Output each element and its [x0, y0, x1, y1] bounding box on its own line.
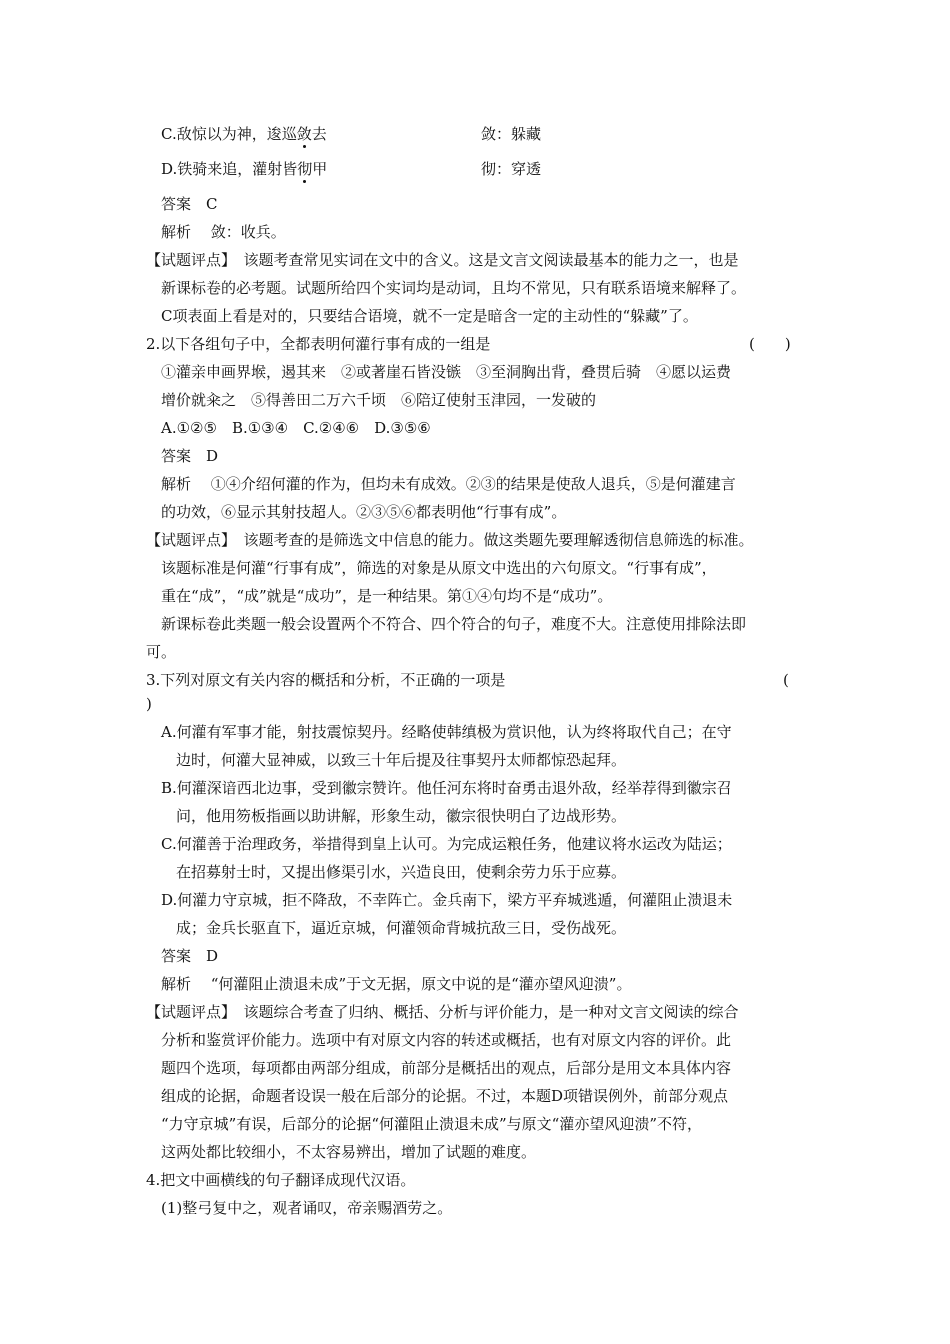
emphasis-char: 彻 [297, 160, 313, 178]
q2-comment-line: 可。 [146, 643, 177, 661]
q3-option-c: C.何灌善于治理政务，举措得到皇上认可。为完成运粮任务，他建议将水运改为陆运； [161, 835, 732, 853]
q2-answer-paren: ( ) [749, 335, 791, 353]
q3-comment-line: 题四个选项，每项都由两部分组成，前部分是概括出的观点，后部分是用文本具体内容 [161, 1059, 732, 1077]
q1-comment-line: 【试题评点】 该题考查常见实词在文中的含义。这是文言文阅读最基本的能力之一，也是 [146, 251, 739, 269]
q3-option-b-cont: 问，他用笏板指画以助讲解，形象生动，徽宗很快明白了边战形势。 [176, 807, 627, 825]
q1-option-c: C.敌惊以为神，逡巡敛去 [161, 125, 327, 143]
q4-item-1: (1)整弓复中之，观者诵叹，帝亲赐酒劳之。 [161, 1199, 453, 1217]
q3-answer: 答案 D [161, 947, 219, 965]
q2-answer: 答案 D [161, 447, 219, 465]
q1-option-d: D.铁骑来追，灌射皆彻甲 [161, 160, 328, 178]
q3-comment-line: 分析和鉴赏评价能力。选项中有对原文内容的转述或概括，也有对原文内容的评价。此 [161, 1031, 732, 1049]
q2-comment-line: 该题标准是何灌“行事有成”，筛选的对象是从原文中选出的六句原文。“行事有成”， [161, 559, 717, 577]
q1-option-c-gloss: 敛：躲藏 [481, 125, 542, 143]
q3-option-b: B.何灌深谙西北边事，受到徽宗赞许。他任河东将时奋勇击退外敌，经举荐得到徽宗召 [161, 779, 732, 797]
q4-stem: 4.把文中画横线的句子翻译成现代汉语。 [146, 1171, 416, 1189]
q3-option-a: A.何灌有军事才能，射技震惊契丹。经略使韩缜极为赏识他，认为终将取代自己；在守 [161, 723, 732, 741]
q2-comment-line: 重在“成”，“成”就是“成功”，是一种结果。第①④句均不是“成功”。 [161, 587, 613, 605]
q3-paren-open: ( [783, 671, 789, 689]
q1-answer: 答案 C [161, 195, 218, 213]
q1-comment-line: C项表面上看是对的，只要结合语境，就不一定是暗含一定的主动性的“躲藏”了。 [161, 307, 698, 325]
q2-comment-line: 【试题评点】 该题考查的是筛选文中信息的能力。做这类题先要理解透彻信息筛选的标准。 [146, 531, 754, 549]
q2-items-line: ①灌亲申画界堠，遏其来 ②或著崖石皆没镞 ③至洞胸出背，叠贯后骑 ④愿以运费 [161, 363, 732, 381]
q2-stem: 2.以下各组句子中，全都表明何灌行事有成的一组是 [146, 335, 491, 353]
q3-option-c-cont: 在招募射士时，又提出修渠引水，兴造良田，使剩余劳力乐于应募。 [176, 863, 627, 881]
q3-option-d-cont: 成；金兵长驱直下，逼近京城，何灌领命背城抗敌三日，受伤战死。 [176, 919, 627, 937]
q1-option-d-gloss: 彻：穿透 [481, 160, 542, 178]
q2-analysis-line: 解析 ①④介绍何灌的作为，但均未有成效。②③的结果是使敌人退兵，⑤是何灌建言 [161, 475, 736, 493]
q2-comment-line: 新课标卷此类题一般会设置两个不符合、四个符合的句子，难度不大。注意使用排除法即 [161, 615, 747, 633]
emphasis-char: 敛 [296, 125, 312, 143]
q2-analysis-line: 的功效，⑥显示其射技超人。②③⑤⑥都表明他“行事有成”。 [161, 503, 567, 521]
q3-comment-line: 【试题评点】 该题综合考查了归纳、概括、分析与评价能力，是一种对文言文阅读的综合 [146, 1003, 739, 1021]
q3-option-d: D.何灌力守京城，拒不降敌，不幸阵亡。金兵南下，梁方平弃城逃遁，何灌阻止溃退未 [161, 891, 733, 909]
q3-comment-line: 组成的论据，命题者设误一般在后部分的论据。不过，本题D项错误例外，前部分观点 [161, 1087, 729, 1105]
q3-paren-close: ) [146, 695, 152, 713]
q2-items-line: 增价就籴之 ⑤得善田二万六千顷 ⑥陪辽使射玉津园，一发破的 [161, 391, 597, 409]
q2-choices: A.①②⑤ B.①③④ C.②④⑥ D.③⑤⑥ [161, 419, 431, 437]
q3-comment-line: 这两处都比较细小，不太容易辨出，增加了试题的难度。 [161, 1143, 537, 1161]
q3-stem: 3.下列对原文有关内容的概括和分析，不正确的一项是 [146, 671, 506, 689]
q1-comment-line: 新课标卷的必考题。试题所给四个实词均是动词，且均不常见，只有联系语境来解释了。 [161, 279, 747, 297]
q3-analysis: 解析 “何灌阻止溃退未成”于文无据，原文中说的是“灌亦望风迎溃”。 [161, 975, 632, 993]
q1-analysis: 解析 敛：收兵。 [161, 223, 286, 241]
q3-option-a-cont: 边时，何灌大显神威，以致三十年后提及往事契丹太师都惊恐起拜。 [176, 751, 627, 769]
q3-comment-line: “力守京城”有误，后部分的论据“何灌阻止溃退未成”与原文“灌亦望风迎溃”不符， [161, 1115, 703, 1133]
